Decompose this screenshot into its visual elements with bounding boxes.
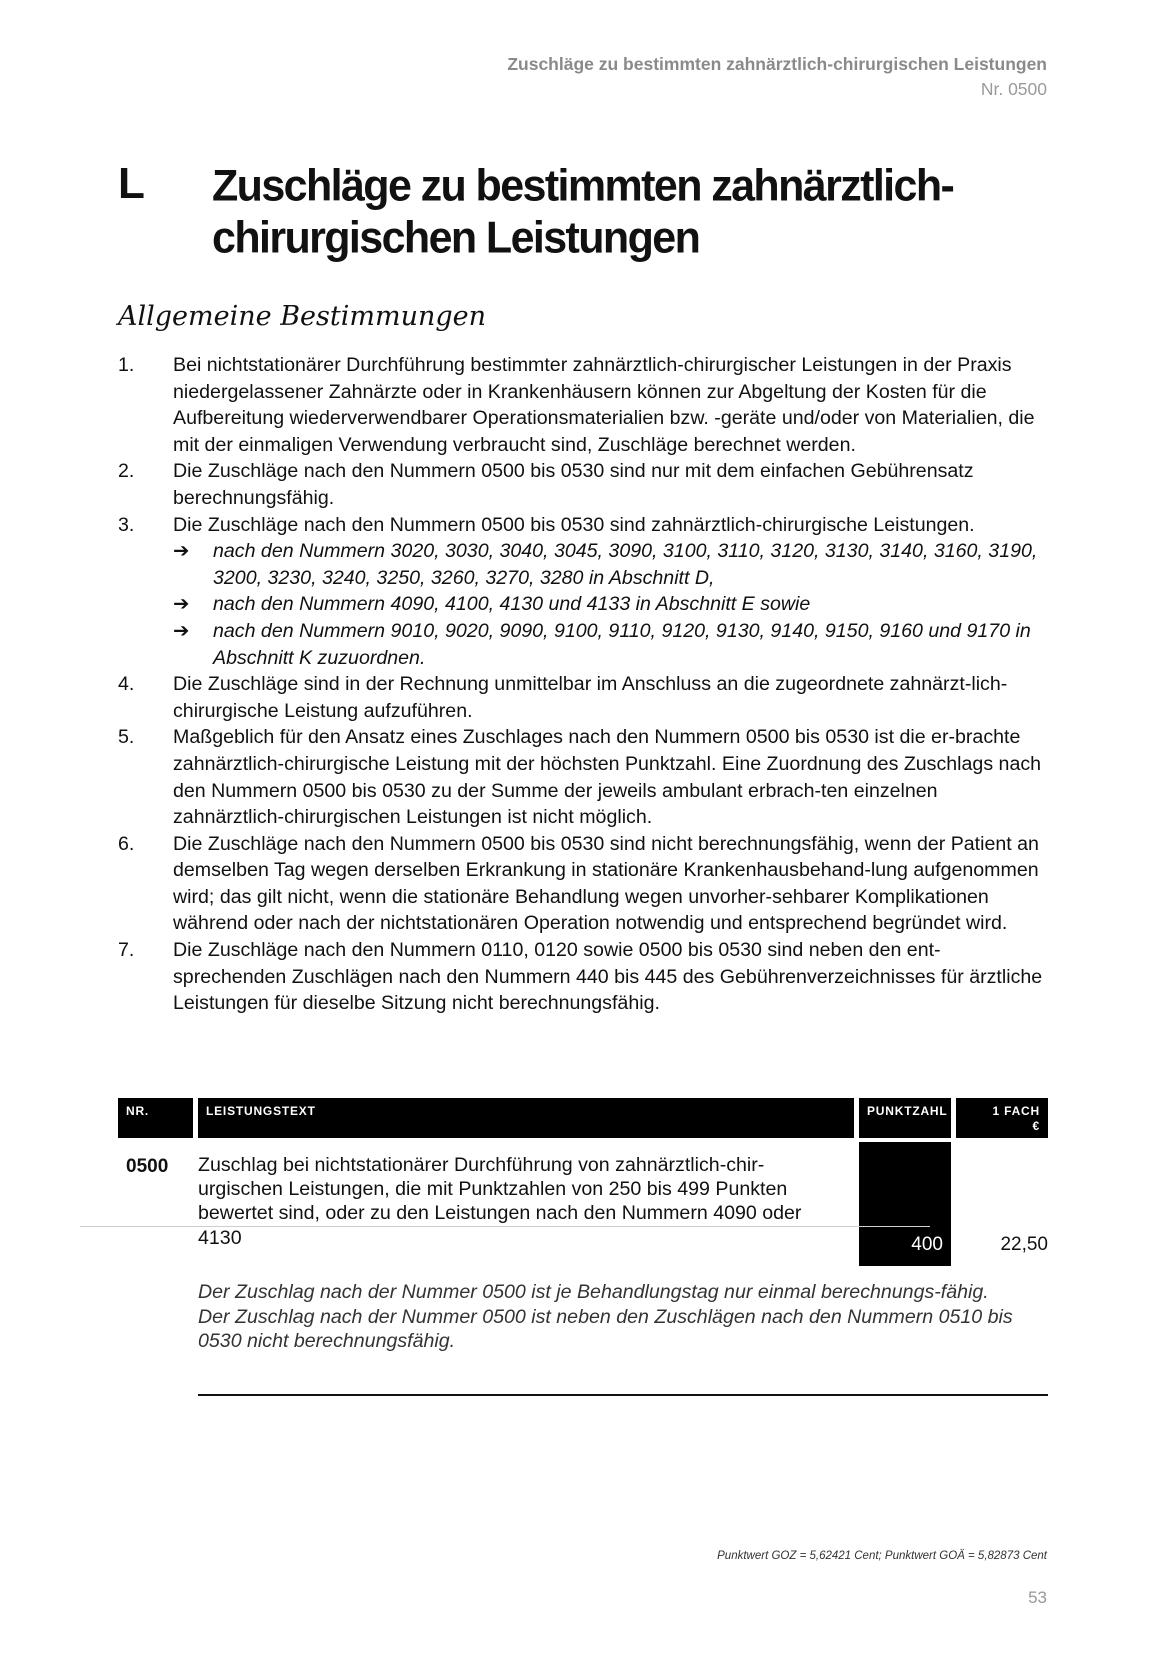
- rule-item: [118, 724, 1048, 830]
- rule-item: [118, 671, 1048, 724]
- rule-number: 5.: [118, 726, 135, 749]
- rule-sub-item: [173, 618, 1048, 671]
- column-header-punktzahl: PUNKTZAHL: [859, 1098, 951, 1138]
- rule-number: 2.: [118, 460, 135, 483]
- row-punktzahl: 400: [911, 1234, 943, 1255]
- fee-table: [118, 1098, 1048, 1353]
- running-header-nr: Nr. 0500: [980, 79, 1047, 99]
- column-header-1-fach: [956, 1098, 1048, 1138]
- table-header: [118, 1098, 1048, 1138]
- row-number: 0500: [126, 1156, 169, 1177]
- arrow-icon: ➔: [173, 593, 190, 616]
- rule-text: Die Zuschläge nach den Nummern 0110, 0120 sowie 0500 bis 0530 sind neben den ent-sprechenden Zuschlägen nach den Nummern 440 bis 445 des Gebührenverzeichnisses für ärztliche Leistungen für dieselbe Sitzung nicht berechnungsfähig.: [173, 939, 1043, 1015]
- rule-number: 7.: [118, 939, 135, 962]
- rule-item: [118, 352, 1048, 458]
- row-1-fach-value: 22,50: [1000, 1234, 1048, 1255]
- rule-number: 1.: [118, 354, 135, 376]
- rule-number: 6.: [118, 832, 135, 855]
- table-end-rule: [198, 1394, 1048, 1396]
- rule-sub-text: nach den Nummern 9010, 9020, 9090, 9100, 9110, 9120, 9130, 9140, 9150, 9160 und 9170 in Abschnitt K zuzuordnen.: [213, 619, 1031, 669]
- arrow-icon: ➔: [173, 540, 190, 563]
- rule-item: [118, 512, 1048, 672]
- row-punktzahl-cell: [859, 1142, 951, 1266]
- row-1-fach-cell: [956, 1142, 1048, 1266]
- column-header-nr: NR.: [118, 1098, 193, 1138]
- column-header-currency: €: [1032, 1119, 1040, 1133]
- table-row: [118, 1142, 1048, 1353]
- rule-item: [118, 937, 1048, 1017]
- rule-text: Bei nichtstationärer Durchführung bestimmter zahnärztlich-chirurgischer Leistungen in der Praxis niedergelassener Zahnärzte oder in Krankenhäusern können zur Abgeltung der Kosten für die Aufbereitung wiederverwendbarer Operationsmaterialien bzw. -geräte und/oder von Materialien, die mit der einmaligen Verwendung verbraucht sind, Zuschläge berechnet werden.: [173, 354, 1035, 456]
- chapter-letter: L: [118, 159, 145, 208]
- rule-text: Die Zuschläge nach den Nummern 0500 bis 0530 sind zahnärztlich-chirurgische Leistungen.: [173, 513, 975, 536]
- rule-sub-text: nach den Nummern 4090, 4100, 4130 und 4133 in Abschnitt E sowie: [213, 593, 811, 616]
- row-note: Der Zuschlag nach der Nummer 0500 ist je Behandlungstag nur einmal berechnungs-fähig. Der Zuschlag nach der Nummer 0500 ist neben den Zuschlägen nach den Nummern 0510 bis 0530 nicht berechnungsfähig.: [198, 1281, 1013, 1353]
- rules-list: [118, 352, 1048, 1017]
- column-header-1-fach-label: 1 FACH: [992, 1104, 1040, 1118]
- running-header-title: Zuschläge zu bestimmten zahnärztlich-chirurgischen Leistungen: [507, 54, 1047, 74]
- section-title: Allgemeine Bestimmungen: [118, 301, 486, 332]
- rule-number: 3.: [118, 513, 135, 536]
- footnote: Punktwert GOZ = 5,62421 Cent; Punktwert GOÄ = 5,82873 Cent: [717, 1550, 1047, 1562]
- page-number: 53: [1028, 1588, 1047, 1607]
- running-header: [507, 52, 1047, 102]
- rule-text: Die Zuschläge sind in der Rechnung unmittelbar im Anschluss an die zugeordnete zahnärzt-lich-chirurgische Leistung aufzuführen.: [173, 673, 1008, 722]
- arrow-icon: ➔: [173, 619, 190, 642]
- row-divider: [80, 1226, 930, 1227]
- rule-sub-text: nach den Nummern 3020, 3030, 3040, 3045, 3090, 3100, 3110, 3120, 3130, 3140, 3160, 3190, 3200, 3230, 3240, 3250, 3260, 3270, 3280 in Abschnitt D,: [213, 540, 1038, 589]
- rule-sub-item: [173, 538, 1048, 591]
- chapter-title: [212, 160, 972, 264]
- column-header-leistungstext: LEISTUNGSTEXT: [198, 1098, 854, 1138]
- chapter-title-line-2: chirurgischen Leistungen: [212, 213, 700, 263]
- rule-text: Die Zuschläge nach den Nummern 0500 bis 0530 sind nicht berechnungsfähig, wenn der Patient an demselben Tag wegen derselben Erkrankung in stationäre Krankenhausbehand-lung aufgenommen wird; das gilt nicht, wenn die stationäre Behandlung wegen unvorher-sehbarer Komplikationen während oder nach der nichtstationären Operation notwendig und entsprechend begründet wird.: [173, 832, 1039, 935]
- rule-item: [118, 458, 1048, 511]
- rule-sub-item: [173, 591, 1048, 618]
- rule-number: 4.: [118, 673, 135, 696]
- chapter-title-line-1: Zuschläge zu bestimmten zahnärztlich-: [212, 161, 954, 211]
- row-leistungstext: Zuschlag bei nichtstationärer Durchführung von zahnärztlich-chir-urgischen Leistungen, die mit Punktzahlen von 250 bis 499 Punkten bewertet sind, oder zu den Leistungen nach den Nummern 4090 oder 4130: [198, 1154, 802, 1249]
- rule-text: Maßgeblich für den Ansatz eines Zuschlages nach den Nummern 0500 bis 0530 ist die er-brachte zahnärztlich-chirurgische Leistung mit der höchsten Punktzahl. Eine Zuordnung des Zuschlags nach den Nummern 0500 bis 0530 zu der Summe der jeweils ambulant erbrach-ten einzelnen zahnärztlich-chirurgischen Leistungen ist nicht möglich.: [173, 726, 1042, 829]
- rule-item: [118, 831, 1048, 937]
- rule-text: Die Zuschläge nach den Nummern 0500 bis 0530 sind nur mit dem einfachen Gebührensatz berechnungsfähig.: [173, 460, 974, 509]
